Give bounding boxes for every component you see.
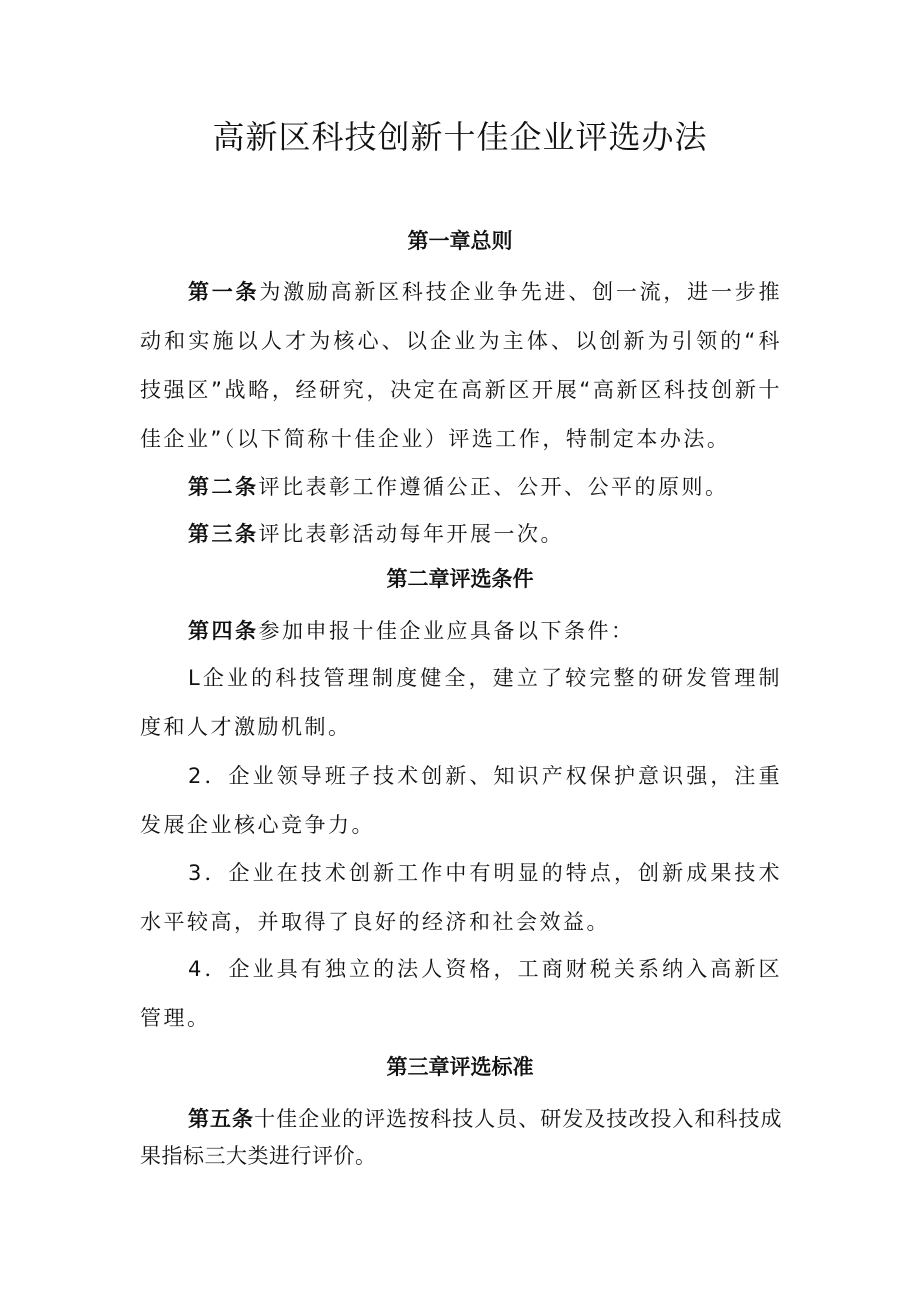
article-5-lead: 第五条 <box>188 1107 255 1131</box>
article-3-text: 评比表彰活动每年开展一次。 <box>258 522 564 546</box>
condition-2: 2．企业领导班子技术创新、知识产权保护意识强，注重发展企业核心竞争力。 <box>140 764 782 837</box>
article-4-text: 参加申报十佳企业应具备以下条件： <box>258 619 635 643</box>
article-1-lead: 第一条 <box>188 280 260 304</box>
article-4 <box>140 607 782 656</box>
article-5 <box>140 1101 782 1175</box>
chapter-2-heading: 第二章评选条件 <box>386 567 534 591</box>
article-3 <box>140 510 782 559</box>
article-2-lead: 第二条 <box>188 475 259 499</box>
article-5-text: 十佳企业的评选按科技人员、研发及技改投入和科技成果指标三大类进行评价。 <box>140 1107 783 1168</box>
condition-1: L企业的科技管理制度健全，建立了较完整的研发管理制度和人才激励机制。 <box>140 666 782 739</box>
condition-3: 3．企业在技术创新工作中有明显的特点，创新成果技术水平较高，并取得了良好的经济和社会效益。 <box>140 861 782 934</box>
condition-4: 4．企业具有独立的法人资格，工商财税关系纳入高新区管理。 <box>140 957 782 1030</box>
document-title: 高新区科技创新十佳企业评选办法 <box>212 118 708 156</box>
chapter-3-heading: 第三章评选标准 <box>386 1055 534 1079</box>
article-2 <box>140 463 782 512</box>
article-2-text: 评比表彰工作遵循公正、公开、公平的原则。 <box>258 475 729 499</box>
article-1-text: 为激励高新区科技企业争先进、创一流，进一步推动和实施以人才为核心、以企业为主体、以创新为引领的“科技强区”战略，经研究，决定在高新区开展“高新区科技创新十佳企业”（以下简称十佳企业）评选工作，特制定本办法。 <box>140 280 782 451</box>
chapter-1-heading: 第一章总则 <box>407 229 513 253</box>
article-4-lead: 第四条 <box>188 619 259 643</box>
article-3-lead: 第三条 <box>188 522 259 546</box>
article-1 <box>140 268 782 464</box>
